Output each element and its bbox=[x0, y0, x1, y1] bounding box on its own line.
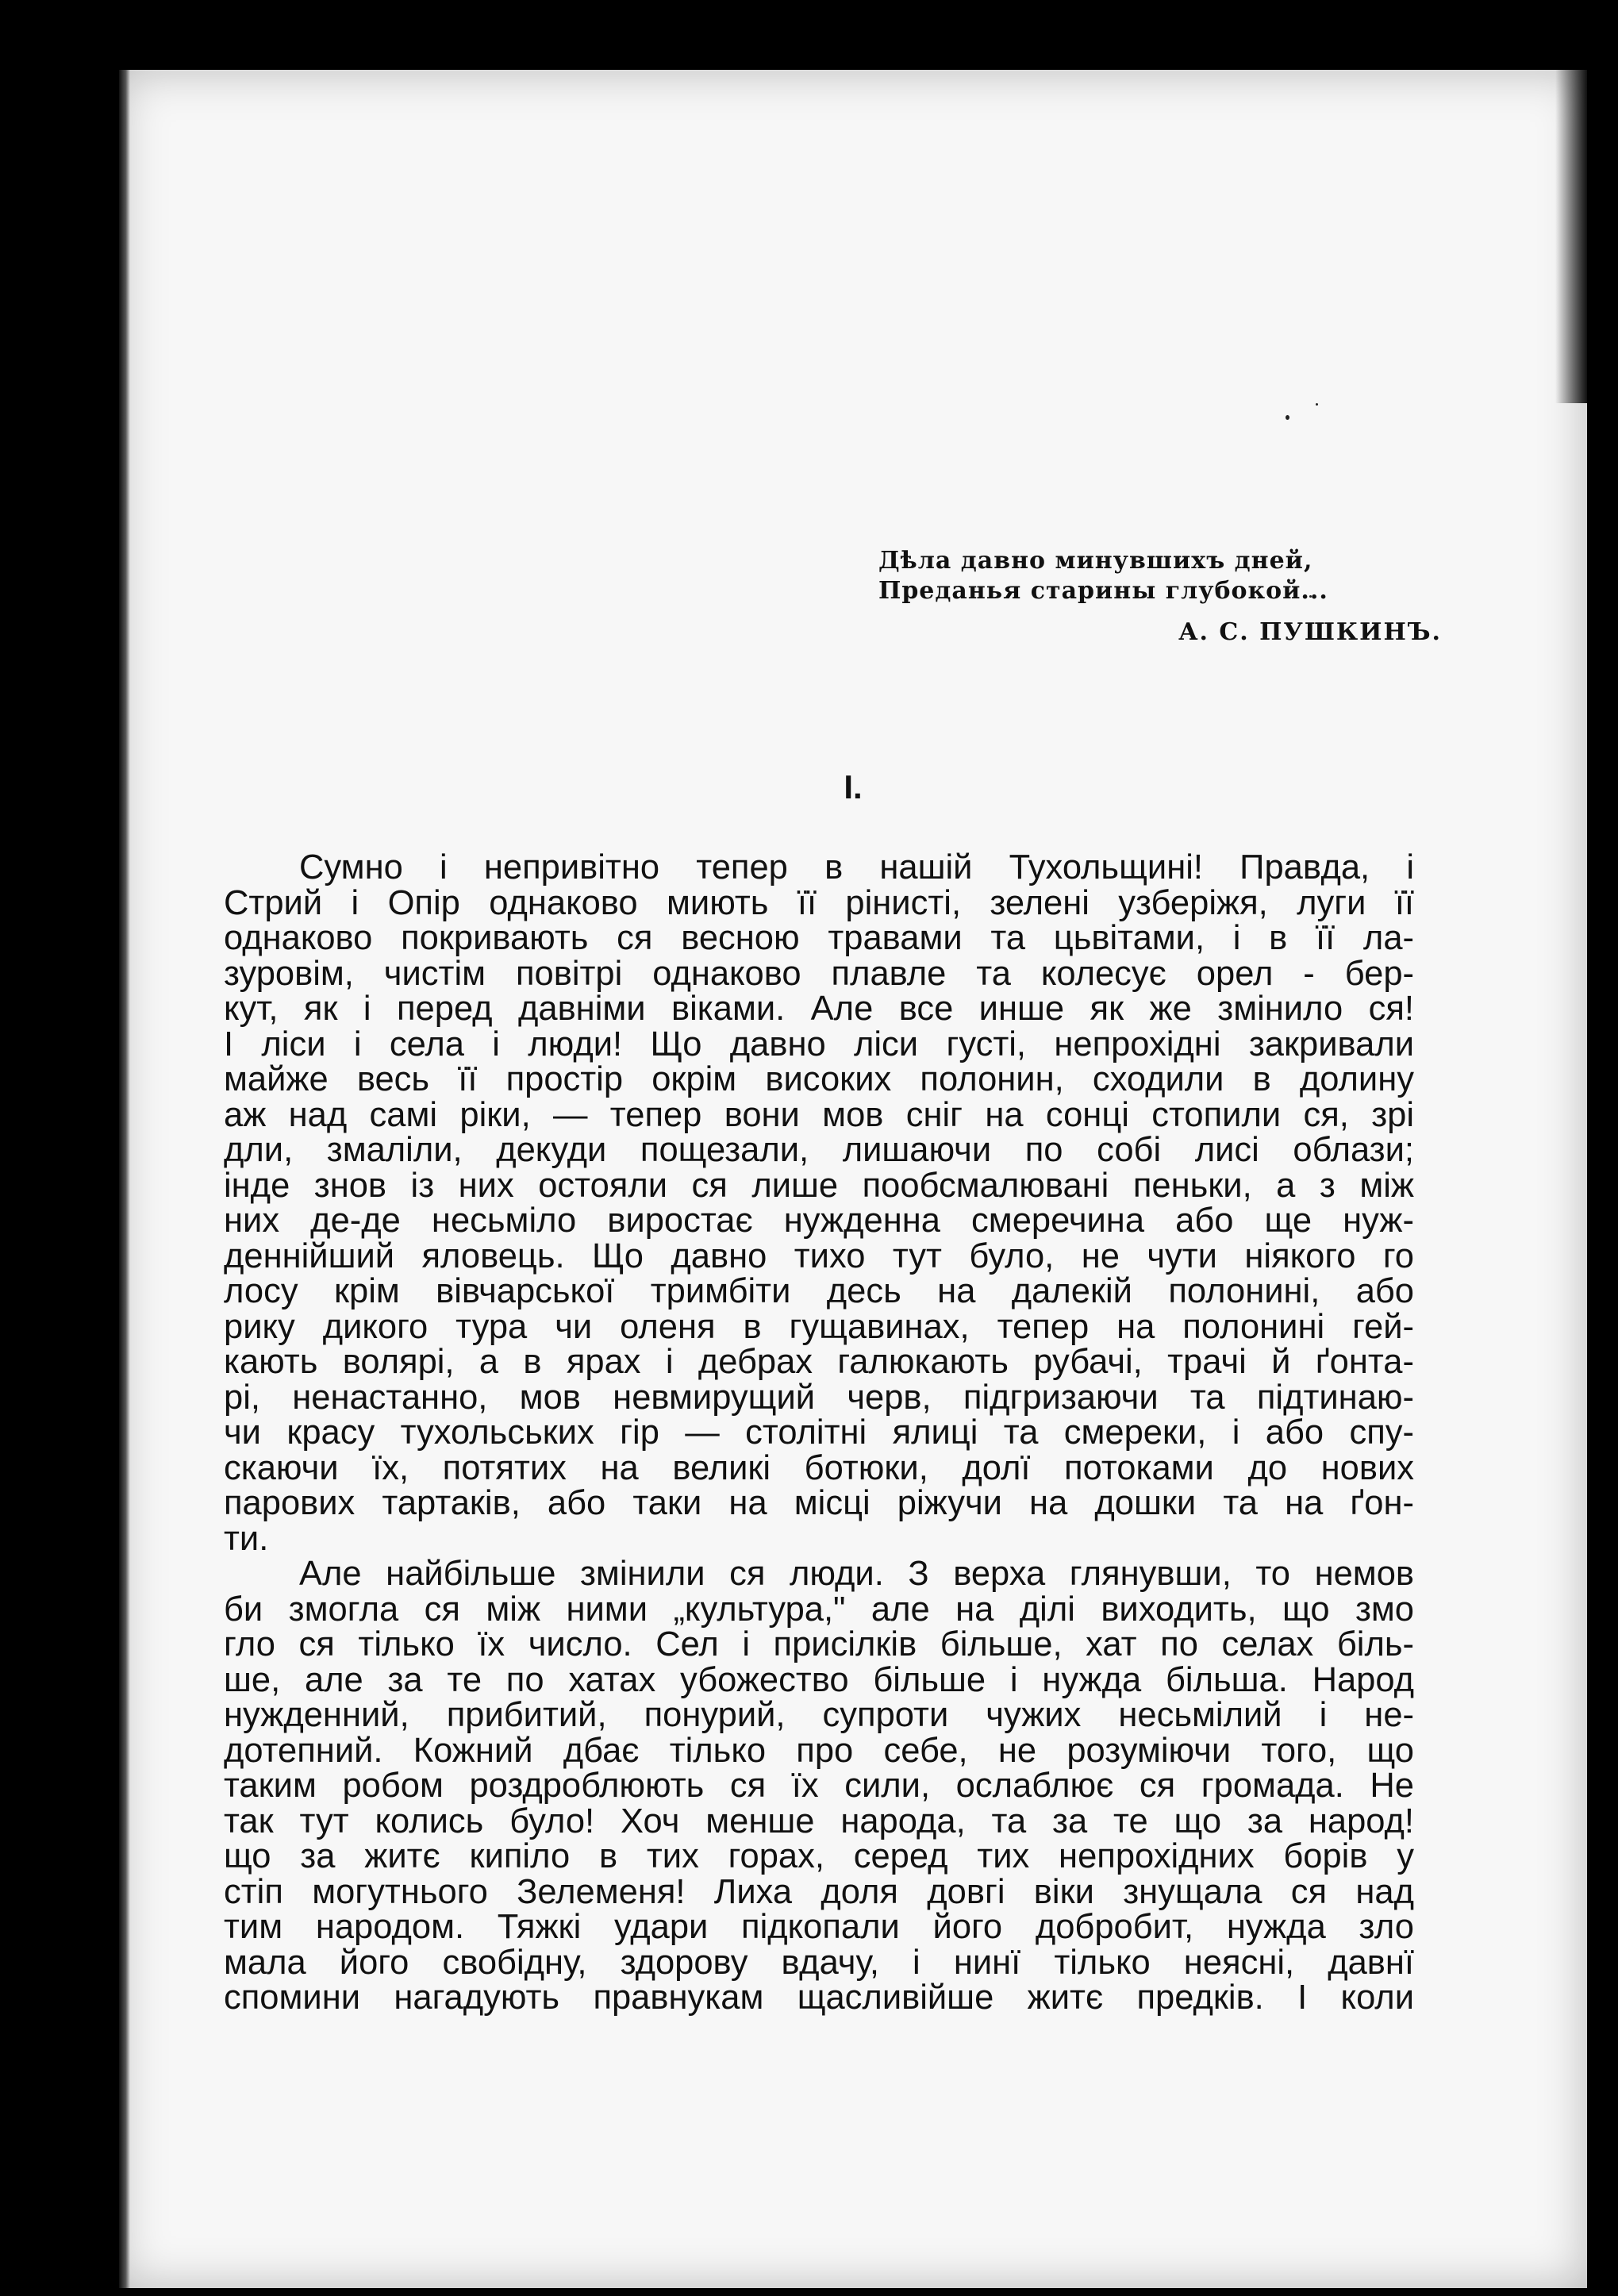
text-line: ти. bbox=[224, 1519, 269, 1558]
text-line: дли, змаліли, декуди пощезали, лишаючи по собі лисі облази; bbox=[224, 1131, 1414, 1169]
text-line: скаючи їх, потятих на великі ботюки, долї потоками до нових bbox=[224, 1448, 1414, 1487]
text-line: них де-де несьміло виростає нужденна смеречина або ще нуж- bbox=[224, 1202, 1414, 1240]
text-line: Але найбільше змінили ся люди. З верха глянувши, то немов bbox=[299, 1555, 1414, 1593]
text-line: нужденний, прибитий, понурий, супроти чужих несьмілий і не- bbox=[224, 1696, 1414, 1734]
text-line: таким робом роздроблюють ся їх сили, ослаблює ся громада. Не bbox=[224, 1767, 1414, 1805]
epigraph bbox=[878, 546, 1450, 648]
book-page bbox=[119, 70, 1587, 2288]
text-line: стіп могутнього Зелеменя! Лиха доля довгі віки знущала ся над bbox=[224, 1872, 1414, 1911]
text-line: однаково покривають ся весною травами та цьвітами, і в її ла- bbox=[224, 919, 1414, 957]
epigraph-author: А. С. ПУШКИНЪ. bbox=[1178, 618, 1442, 646]
text-line: тим народом. Тяжкі удари підкопали його добробит, нужда зло bbox=[224, 1908, 1414, 1946]
text-line: майже весь її простір окрім високих полонин, сходили в долину bbox=[224, 1060, 1414, 1098]
body-text bbox=[224, 850, 1414, 2016]
text-line: інде знов із них остояли ся лише пообсмалювані пеньки, а з між bbox=[224, 1166, 1414, 1205]
text-line: що за житє кипіло в тих горах, серед тих непрохідних борів у bbox=[224, 1837, 1414, 1875]
text-line: парових тартаків, або таки на місці ріжучи на дошки та на ґон- bbox=[224, 1484, 1414, 1522]
text-line: деннійший яловець. Що давно тихо тут було, не чути ніякого го bbox=[224, 1236, 1414, 1275]
text-line: Сумно і непривітно тепер в нашій Тухольщині! Правда, і bbox=[299, 848, 1414, 886]
ink-speck bbox=[1316, 403, 1318, 406]
text-line: чи красу тухольських гір — столітні ялиці та смереки, і або спу- bbox=[224, 1413, 1414, 1452]
text-line: рі, ненастанно, мов невмирущий черв, підгризаючи та підтинаю- bbox=[224, 1378, 1414, 1417]
text-line: аж над самі ріки, — тепер вони мов сніг на сонці стопили ся, зрі bbox=[224, 1095, 1414, 1134]
epigraph-line: Преданья старины глубокой... bbox=[878, 577, 1328, 605]
text-line: лосу крім вівчарської тримбіти десь на далекій полонині, або bbox=[224, 1272, 1414, 1310]
text-line: так тут колись було! Хоч менше народа, та за те що за народ! bbox=[224, 1802, 1414, 1840]
text-line: кут, як і перед давніми віками. Але все инше як же змінило ся! bbox=[224, 990, 1414, 1028]
page-right-edge-shadow bbox=[1555, 70, 1587, 403]
text-line: гло ся тілько їх число. Сел і присілків більше, хат по селах біль- bbox=[224, 1625, 1414, 1663]
text-line: спомини нагадують правнукам щасливійше житє предків. І коли bbox=[224, 1979, 1414, 2017]
text-line: Стрий і Опір однаково миють її рінисті, зелені узберіжя, луги її bbox=[224, 883, 1414, 922]
text-line: І ліси і села і люди! Що давно ліси густі, непрохідні закривали bbox=[224, 1025, 1414, 1063]
text-line: би змогла ся між ними „культура," але на ділі виходить, що змо bbox=[224, 1590, 1414, 1629]
text-line: ше, але за те по хатах убожество більше і нужда більша. Народ bbox=[224, 1660, 1414, 1699]
chapter-number: I. bbox=[844, 768, 863, 806]
epigraph-line: Дѣла давно минувшихъ дней, bbox=[878, 547, 1313, 575]
text-line: зуровім, чистім повітрі однаково плавле та колесує орел - бер- bbox=[224, 954, 1414, 993]
ink-speck bbox=[1286, 415, 1289, 420]
text-line: дотепний. Кожний дбає тілько про себе, не розуміючи того, що bbox=[224, 1731, 1414, 1770]
text-line: рику дикого тура чи оленя в гущавинах, тепер на полонині гей- bbox=[224, 1307, 1414, 1346]
page-binding-edge bbox=[119, 70, 130, 2288]
text-line: мала його свобідну, здорову вдачу, і нинї тілько неясні, давнї bbox=[224, 1943, 1414, 1982]
text-line: кають волярі, а в ярах і дебрах галюкають рубачі, трачі й ґонта- bbox=[224, 1343, 1414, 1381]
